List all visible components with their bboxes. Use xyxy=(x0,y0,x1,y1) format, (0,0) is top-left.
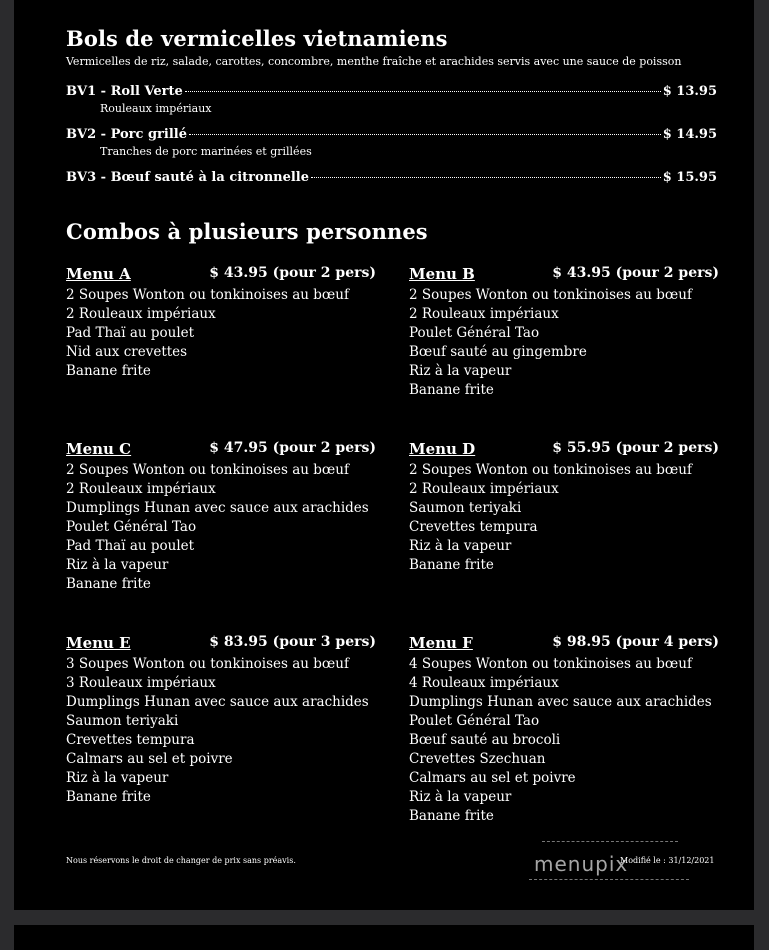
list-item: Poulet Général Tao xyxy=(409,325,540,341)
list-item: Riz à la vapeur xyxy=(66,557,169,573)
list-item: Saumon teriyaki xyxy=(66,713,179,729)
list-item: Riz à la vapeur xyxy=(66,770,169,786)
item-price: $ 14.95 xyxy=(662,127,717,142)
list-item: 2 Rouleaux impériaux xyxy=(409,481,559,497)
menu-item-bv1 xyxy=(66,84,717,99)
list-item: 2 Soupes Wonton ou tonkinoises au bœuf xyxy=(409,287,692,303)
list-item: Banane frite xyxy=(66,789,151,805)
list-item: Banane frite xyxy=(409,557,494,573)
menu-page xyxy=(14,0,754,910)
menu-price: $ 43.95 (pour 2 pers) xyxy=(552,265,719,281)
list-item: Pad Thaï au poulet xyxy=(66,538,195,554)
item-name: BV3 - Bœuf sauté à la citronnelle xyxy=(66,170,310,185)
list-item: 2 Rouleaux impériaux xyxy=(409,306,559,322)
menu-price: $ 55.95 (pour 2 pers) xyxy=(552,440,719,456)
menu-items xyxy=(66,461,376,594)
list-item: 4 Rouleaux impériaux xyxy=(409,675,559,691)
item-name: BV1 - Roll Verte xyxy=(66,84,183,99)
list-item: Bœuf sauté au brocoli xyxy=(409,732,561,748)
combos-section-title: Combos à plusieurs personnes xyxy=(66,219,428,244)
item-price: $ 15.95 xyxy=(662,170,717,185)
list-item: Calmars au sel et poivre xyxy=(409,770,576,786)
list-item: 2 Soupes Wonton ou tonkinoises au bœuf xyxy=(66,287,349,303)
combo-menu-e xyxy=(66,634,376,807)
list-item: Crevettes tempura xyxy=(66,732,195,748)
item-price: $ 13.95 xyxy=(662,84,717,99)
menu-price: $ 43.95 (pour 2 pers) xyxy=(209,265,376,281)
list-item: Nid aux crevettes xyxy=(66,344,188,360)
menu-name: Menu B xyxy=(409,265,475,283)
next-page-edge xyxy=(14,925,754,950)
list-item: 2 Soupes Wonton ou tonkinoises au bœuf xyxy=(409,462,692,478)
dot-leader xyxy=(311,177,661,178)
list-item: Crevettes Szechuan xyxy=(409,751,546,767)
list-item: Banane frite xyxy=(66,576,151,592)
list-item: Bœuf sauté au gingembre xyxy=(409,344,587,360)
dot-leader xyxy=(189,134,661,135)
watermark-line xyxy=(542,841,678,842)
list-item: Dumplings Hunan avec sauce aux arachides xyxy=(66,694,369,710)
list-item: Saumon teriyaki xyxy=(409,500,522,516)
watermark-logo: menupix xyxy=(534,852,629,876)
list-item: Poulet Général Tao xyxy=(409,713,540,729)
combo-menu-f xyxy=(409,634,719,826)
menu-name: Menu A xyxy=(66,265,131,283)
item-name: BV2 - Porc grillé xyxy=(66,127,187,142)
menu-items xyxy=(409,655,719,826)
combo-menu-a xyxy=(66,265,376,381)
list-item: Banane frite xyxy=(66,363,151,379)
vermicelli-subtitle: Vermicelles de riz, salade, carottes, concombre, menthe fraîche et arachides servis avec une sauce de poisson xyxy=(66,55,682,68)
list-item: Calmars au sel et poivre xyxy=(66,751,233,767)
combo-menu-b xyxy=(409,265,719,400)
menu-item-bv2 xyxy=(66,127,717,142)
menu-name: Menu D xyxy=(409,440,476,458)
watermark-line xyxy=(529,879,689,880)
list-item: Banane frite xyxy=(409,808,494,824)
combo-menu-d xyxy=(409,440,719,575)
price-disclaimer: Nous réservons le droit de changer de prix sans préavis. xyxy=(66,856,296,865)
menu-items xyxy=(66,655,376,807)
list-item: Riz à la vapeur xyxy=(409,538,512,554)
list-item: 3 Soupes Wonton ou tonkinoises au bœuf xyxy=(66,656,349,672)
menu-price: $ 47.95 (pour 2 pers) xyxy=(209,440,376,456)
list-item: Banane frite xyxy=(409,382,494,398)
list-item: 4 Soupes Wonton ou tonkinoises au bœuf xyxy=(409,656,692,672)
list-item: 2 Soupes Wonton ou tonkinoises au bœuf xyxy=(66,462,349,478)
list-item: Poulet Général Tao xyxy=(66,519,197,535)
list-item: Pad Thaï au poulet xyxy=(66,325,195,341)
combo-menu-c xyxy=(66,440,376,594)
list-item: Dumplings Hunan avec sauce aux arachides xyxy=(409,694,712,710)
vermicelli-section-title: Bols de vermicelles vietnamiens xyxy=(66,26,448,51)
item-description: Tranches de porc marinées et grillées xyxy=(100,145,312,158)
menu-name: Menu C xyxy=(66,440,132,458)
menu-items xyxy=(66,286,376,381)
menu-name: Menu F xyxy=(409,634,473,652)
menu-items xyxy=(409,461,719,575)
list-item: 2 Rouleaux impériaux xyxy=(66,306,216,322)
list-item: Riz à la vapeur xyxy=(409,363,512,379)
list-item: Dumplings Hunan avec sauce aux arachides xyxy=(66,500,369,516)
menu-item-bv3 xyxy=(66,170,717,185)
menu-price: $ 98.95 (pour 4 pers) xyxy=(552,634,719,650)
menu-items xyxy=(409,286,719,400)
dot-leader xyxy=(185,91,661,92)
list-item: 2 Rouleaux impériaux xyxy=(66,481,216,497)
menu-name: Menu E xyxy=(66,634,131,652)
list-item: 3 Rouleaux impériaux xyxy=(66,675,216,691)
menu-price: $ 83.95 (pour 3 pers) xyxy=(209,634,376,650)
list-item: Riz à la vapeur xyxy=(409,789,512,805)
item-description: Rouleaux impériaux xyxy=(100,102,212,115)
modified-date: Modifié le : 31/12/2021 xyxy=(620,856,715,865)
list-item: Crevettes tempura xyxy=(409,519,538,535)
